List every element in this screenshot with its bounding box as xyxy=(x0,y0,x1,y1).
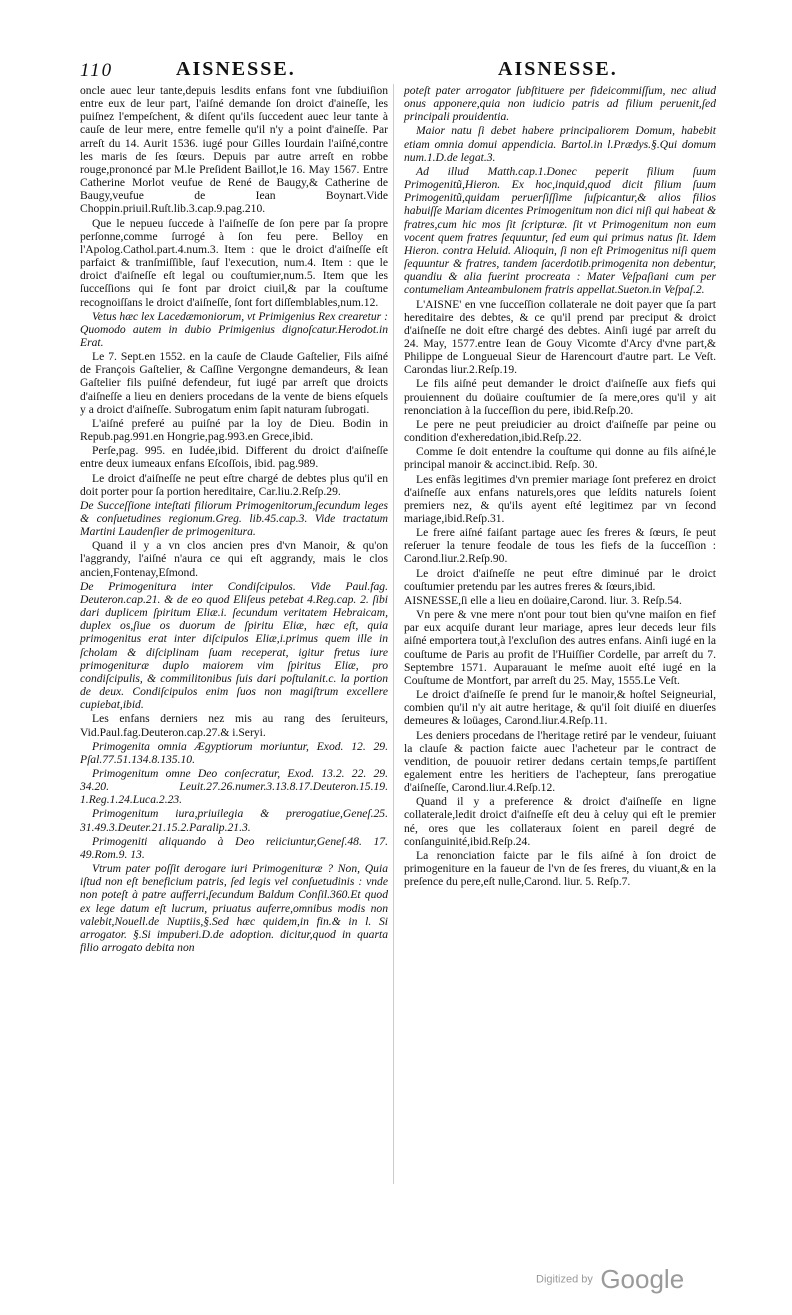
paragraph: Quand il y a vn clos ancien pres d'vn Manoir, & qu'on l'aggrandy, l'aiſné n'aura ce qui eſt aggrandy, mais le clos ancien,Fontenay,Eſmond. xyxy=(80,539,388,579)
paragraph: Vtrum pater poſſit derogare iuri Primogenituræ ? Non, Quia iſtud non eſt beneficium patris, ſed legis vel conſuetudinis : vnde non poteſt à patre aufferri,ſecundum Baldum Conſil.360.Et quod ex lege datum eſt lucrum, priuatus auferre,omnibus modis non valebit,Nouell.de Nuptiis,§.Sed hæc quidem,in fin.& in l. Si arrogator. §.Si impuberi.D.de adoption. dicitur,quod in quarta filio arrogato debita non xyxy=(80,862,388,954)
running-head-left: AISNESSE. xyxy=(176,58,296,80)
paragraph: Primogenitum omne Deo conſecratur, Exod. 13.2. 22. 29. 34.20. Leuit.27.26.numer.3.13.8.17.Deuteron.15.19. 1.Reg.1.24.Luca.2.23. xyxy=(80,766,388,807)
digitized-by-label: Digitized by xyxy=(536,1273,593,1286)
paragraph: Perſe,pag. 995. en Iudée,ibid. Different du droict d'aiſneſſe entre deux iumeaux enfans Eſcoſſois, ibid. pag.989. xyxy=(80,444,388,471)
paragraph: L'AISNE' en vne ſucceſſion collaterale ne doit payer que ſa part hereditaire des debtes, & ce qu'il prend par preciput & droict d'aiſneſſe ne doit eſtre chargé des debtes. Ainſi iugé par arreſt du 24. May, 1577.entre Iean de Gouy Vicomte d'Arcy d'vne part,& Philippe de Longueual Sieur de Harencourt d'autre part. Le Veſt. Carondas liur.2.Reſp.19. xyxy=(404,297,716,377)
paragraph: Le fils aiſné peut demander le droict d'aiſneſſe aux fiefs qui prouiennent du doüaire couſtumier de ſa mere,ores qu'il y ait renonciation à la ſucceſſion du pere, ibid.Reſp.20. xyxy=(404,377,716,417)
paragraph: poteſt pater arrogator ſubſtituere per fideicommiſſum, nec aliud onus apponere,quia non iudicio patris ad filium peruenit,ſed principali prouidentia. xyxy=(404,84,716,124)
paragraph: De Primogenitura inter Condiſcipulos. Vide Paul.fag. Deuteron.cap.21. & de eo quod Eliſeus petebat 4.Reg.cap. 2. ſibi dari duplicem ſpiritum Eliæ.i. ſecundum veritatem Hebraicam, duplex os,ſiue os duorum de ſpiritu Eliæ, hæc eſt, quia primogenitus erat inter diſcipulos Eliæ,i.primus quem ille in ſcholam & diſciplinam ſuam receperat, igitur fretus iure primogenituræ duplo maiorem vim ſpiritus Eliæ, pro condiſcipulis, & commilitonibus ſuis dari poſtulanit.c. la portion de deux. Condiſcipulos enim ſuos non magiſtrum excellere cupiebat,ibid. xyxy=(80,579,388,712)
paragraph: Primogenitum iura,priuilegia & prerogatiue,Geneſ.25. 31.49.3.Deuter.21.15.2.Paralip.21.3. xyxy=(80,807,388,834)
paragraph: L'aiſné preferé au puiſné par la loy de Dieu. Bodin in Repub.pag.991.en Hongrie,pag.993.en Grece,ibid. xyxy=(80,416,388,444)
paragraph: Vetus hæc lex Lacedæmoniorum, vt Primigenius Rex crearetur : Quomodo autem in dubio Primigenius dignoſcatur.Herodot.in Erat. xyxy=(80,309,388,349)
paragraph: Le droict d'aiſneſſe ne peut eſtre diminué par le droict couſtumier pretendu par les autres freres & ſœurs,ibid. xyxy=(404,566,716,593)
digitization-watermark xyxy=(536,1264,684,1295)
page-number: 110 xyxy=(80,60,114,81)
page-header xyxy=(80,58,640,84)
paragraph: Le 7. Sept.en 1552. en la cauſe de Claude Gaſtelier, Fils aiſné de François Gaſtelier, & Caſſine Vergongne demandeurs, & Iean Gaſtelier fils puiſné defendeur, fut iugé par arreſt que droicts d'aiſneſſe a lieu en deniers procedans de la vente de biens eſquels y a droict d'aiſneſſe. Subrogatum enim ſapit naturam ſubrogati. xyxy=(80,350,388,416)
running-head-right: AISNESSE. xyxy=(498,58,618,80)
paragraph: oncle auec leur tante,depuis lesdits enfans font vne ſubdiuiſion entre eux de leur part, l'aiſné demande ſon droict d'aineſſe, les puiſnez l'empeſchent, & diſent qu'ils ſuccedent auec leur tante à cauſe de leur mere, entre femelle qu'il n'y a point d'aineſſe. Par arreſt du 14. Aurit 1536. iugé pour Gilles Iourdain l'aiſné,contre les maris de ſes ſœurs. Depuis par autre arreſt en robbe rouge,prononcé par M.le Preſident Baillot,le 16. May 1567. Entre Catherine Morlot veufue de René de Baugy,& Catherine de Baugy,veufue de Iean Boynart.Vide Choppin.priuil.Ruſt.lib.3.cap.9.pag.210. xyxy=(80,84,388,216)
column-divider xyxy=(393,84,394,1184)
paragraph: Le droict d'aiſneſſe ne peut eſtre chargé de debtes plus qu'il en doit porter pour ſa portion hereditaire, Car.liu.2.Reſp.29. xyxy=(80,471,388,498)
paragraph: Que le nepueu ſuccede à l'aiſneſſe de ſon pere par ſa propre perſonne,comme ſurrogé à ſon feu pere. Belloy en l'Apolog.Cathol.part.4.num.3. Item : que le droict d'aiſneſſe eſt parfaict & tranſmiſſible, ſauf l'execution, num.4. Item : que le droict d'aiſneſſe eſt legal ou couſtumier,num.5. Item que les ſucceſſions qui ſe font par droict ciuil,& par la couſtume recognoiſſans le droict d'aiſneſſe, ſont fort diſſemblables,num.12. xyxy=(80,216,388,309)
paragraph: Maior natu ſi debet habere principaliorem Domum, habebit etiam omnia domui appendicia. Bartol.in l.Prædys.§.Qui domum num.1.D.de legat.3. xyxy=(404,124,716,164)
right-column xyxy=(404,84,716,889)
paragraph: Les enfans derniers nez mis au rang des ſeruiteurs, Vid.Paul.fag.Deuteron.cap.27.& i.Seryi. xyxy=(80,712,388,739)
paragraph: Les enfãs legitimes d'vn premier mariage ſont preferez en droict d'aiſneſſe aux enfans naturels,ores que leſdits naturels ſoient premiers nez, & qu'ils ayent eſté legitimez par vn ſecond mariage,ibid.Reſp.31. xyxy=(404,472,716,525)
paragraph: Comme ſe doit entendre la couſtume qui donne au fils aiſné,le principal manoir & accinct.ibid. Reſp. 30. xyxy=(404,445,716,472)
paragraph: Le pere ne peut preiudicier au droict d'aiſneſſe par peine ou condition d'exheredation,ibid.Reſp.22. xyxy=(404,417,716,445)
paragraph: Ad illud Matth.cap.1.Donec peperit filium ſuum Primogenitũ,Hieron. Ex hoc,inquid,quod dicit filium ſuum Primogenitũ,quidam peruerſiſſime ſuſpicantur,& alios filios habuiſſe Mariam dicentes Primogenitum non dici niſi qui habeat & fratres,cum hic mos ſit ſcripturæ. ſit vt Primogenitum non eum vocent quem fratres ſequuntur, ſed eum qui primus natus ſit. Idem Hieron. contra Heluid. Alioquin, ſi non eſt Primogenitus niſi quem ſequuntur & fratres, tandem ſacerdotib.primogenita non debentur, quandiu & alia fuerint procreata : Mater Veſpaſiani cum per contumeliam Anteambulonem fratris appellat.Sueton.in Veſpaſ.2. xyxy=(404,164,716,297)
paragraph: De Succeſſione inteſtati filiorum Primogenitorum,ſecundum leges & conſuetudines regionum.Greg. lib.45.cap.3. Vide tractatum Martini Laudenſier de primogenitura. xyxy=(80,498,388,539)
paragraph: Quand il y a preference & droict d'aiſneſſe en ligne collaterale,ledit droict d'aiſneſſe eſt deu à celuy qui eſt le premier né, ores que les collateraux ſoient en pareil degré de conſanguinité,ibid.Reſp.24. xyxy=(404,795,716,848)
google-logo: Google xyxy=(600,1264,685,1294)
paragraph: AISNESSE,ſi elle a lieu en doüaire,Carond. liur. 3. Reſp.54. xyxy=(404,593,682,607)
paragraph: Le frere aiſné faiſant partage auec ſes freres & ſœurs, ſe peut reſeruer la tenure feodale de tous les fiefs de la ſucceſſion : Carond.liur.2.Reſp.90. xyxy=(404,526,716,566)
paragraph: Primogenita omnia Ægyptiorum moriuntur, Exod. 12. 29. Pſal.77.51.134.8.135.10. xyxy=(80,739,388,766)
paragraph: Le droict d'aiſneſſe ſe prend ſur le manoir,& hoſtel Seigneurial, combien qu'il n'y ait autre heritage, & qu'il ſoit diuiſé en diuerſes demeures & loüages, Carond.liur.4.Reſp.11. xyxy=(404,688,716,728)
paragraph: La renonciation faicte par le fils aiſné à ſon droict de primogeniture en la faueur de l'vn de ſes freres, du viuant,& en la preſence du pere,eſt nulle,Carond. liur. 5. Reſp.7. xyxy=(404,848,716,889)
left-column xyxy=(80,84,388,955)
paragraph: Vn pere & vne mere n'ont pour tout bien qu'vne maiſon en fief par eux acquiſe durant leur mariage, apres leur deceds leur fils aiſné emportera tout,à l'excluſion des autres enfans. Ainſi iugé en la couſtume de Paris au profit de l'Huiſſier Cordelle, par arreſt du 7. Septembre 1571. Auparauant le meſme auoit eſté iugé en la Couſtume de Montfort, par arreſt du 25. May, 1555.Le Veſt. xyxy=(404,608,716,687)
paragraph: Les deniers procedans de l'heritage retiré par le vendeur, ſuiuant la clauſe & paction faicte auec l'acheteur par le contract de vendition, de pouuoir retirer dedans certain temps,ſe partiſſent egalement entre les heritiers de l'achepteur, ſans prerogatiue d'aiſneſſe, Carond.liur.4.Reſp.12. xyxy=(404,728,716,795)
paragraph: Primogeniti aliquando à Deo reiiciuntur,Geneſ.48. 17. 49.Rom.9. 13. xyxy=(80,834,388,861)
